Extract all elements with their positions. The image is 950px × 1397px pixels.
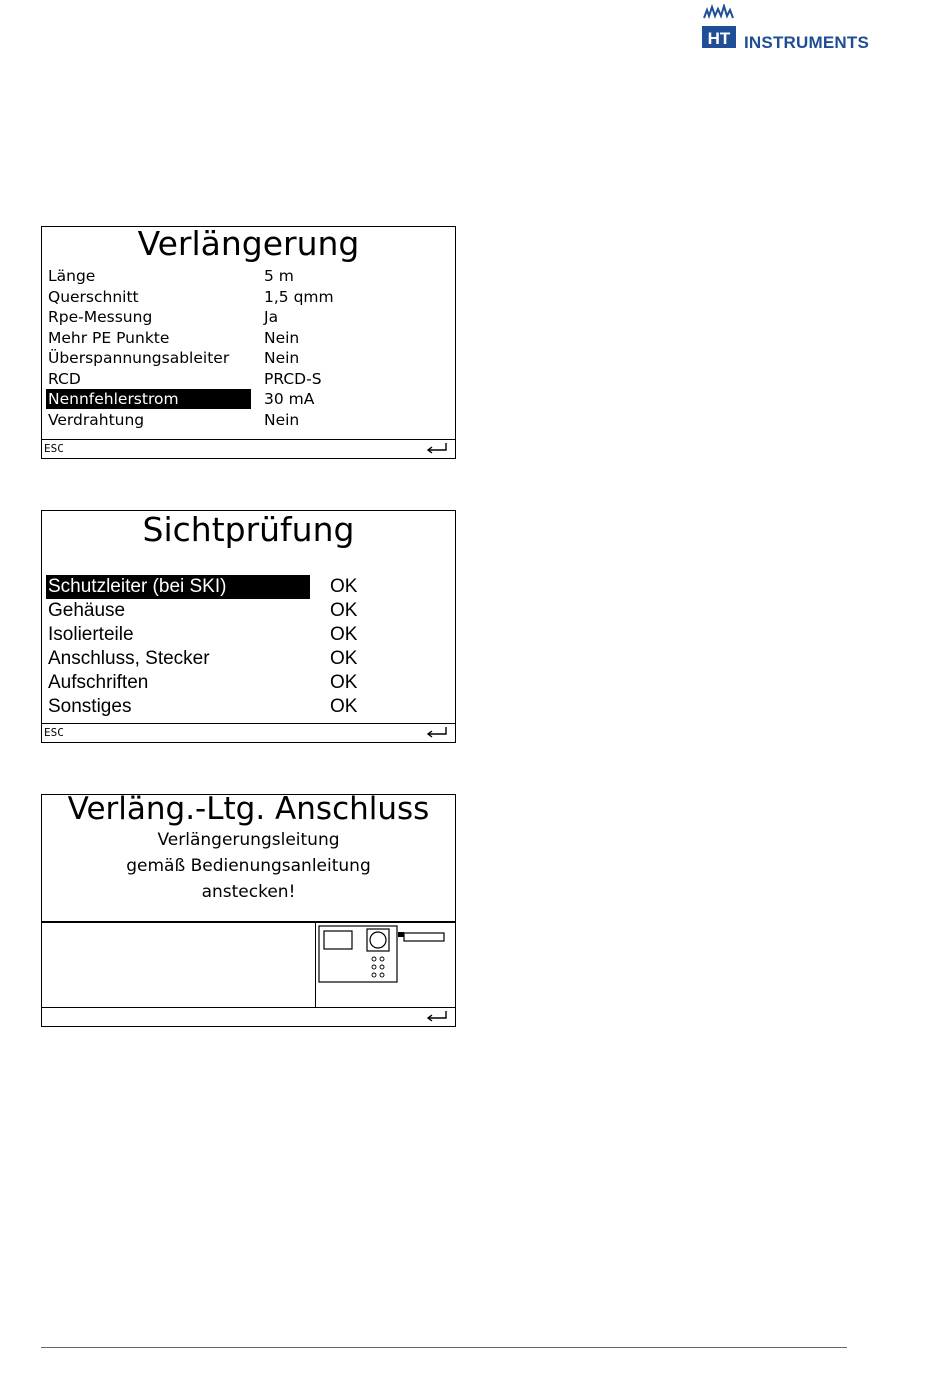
item-label: Verdrahtung <box>48 410 145 429</box>
item-label: Überspannungsableiter <box>48 349 230 367</box>
item-value: OK <box>330 624 358 645</box>
item-value: 5 m <box>264 267 294 285</box>
item-value: OK <box>330 576 358 597</box>
screen-title: Verlängerung <box>137 224 360 263</box>
item-label: Anschluss, Stecker <box>48 648 210 669</box>
item-value: OK <box>330 648 358 669</box>
svg-text:HT: HT <box>707 29 731 48</box>
ht-logo-mark-icon <box>700 4 738 50</box>
item-value: Nein <box>264 349 300 367</box>
divider <box>315 922 316 1008</box>
instruction-line: gemäß Bedienungsanleitung <box>126 856 371 876</box>
esc-softkey[interactable]: ESC <box>44 726 64 739</box>
item-label: Mehr PE Punkte <box>48 328 170 347</box>
item-label: Querschnitt <box>48 287 139 306</box>
item-value: OK <box>330 672 358 693</box>
item-label: Gehäuse <box>48 600 126 621</box>
item-value: Ja <box>264 308 279 326</box>
screen-footer <box>42 723 455 742</box>
item-value: OK <box>330 696 358 717</box>
item-value: 30 mA <box>264 390 315 408</box>
item-value: OK <box>330 600 358 621</box>
item-label: Länge <box>48 267 96 285</box>
item-value: 1,5 qmm <box>264 287 334 306</box>
item-label: RCD <box>48 369 81 388</box>
enter-icon[interactable] <box>425 1010 449 1023</box>
logo-name: INSTRUMENTS <box>744 33 869 52</box>
instruction-line: Verlängerungsleitung <box>157 830 340 850</box>
screen-footer <box>42 1007 455 1026</box>
screen-verlaengerung <box>41 226 456 459</box>
screen-title: Sichtprüfung <box>142 510 355 549</box>
item-label: Aufschriften <box>48 672 149 693</box>
item-label: Isolierteile <box>48 624 134 645</box>
enter-icon[interactable] <box>425 442 449 455</box>
esc-softkey[interactable]: ESC <box>44 442 64 455</box>
screen-title: Verläng.-Ltg. Anschluss <box>67 791 430 827</box>
item-label: Schutzleiter (bei SKI) <box>46 575 310 599</box>
item-label: Rpe-Messung <box>48 308 153 326</box>
item-label: Sonstiges <box>48 696 132 717</box>
item-value: Nein <box>264 328 300 347</box>
instruction-line: anstecken! <box>201 882 296 902</box>
enter-icon[interactable] <box>425 726 449 739</box>
screen-anschluss <box>41 791 456 1027</box>
item-value: PRCD-S <box>264 369 322 388</box>
screen-sichtpruefung <box>41 510 456 743</box>
screen-footer <box>42 439 455 458</box>
instrument-connection-icon <box>318 925 446 985</box>
item-label: Nennfehlerstrom <box>46 389 251 409</box>
ht-instruments-logo <box>700 4 880 50</box>
item-value: Nein <box>264 410 300 429</box>
divider <box>42 921 455 923</box>
page-footer-rule <box>41 1347 847 1348</box>
